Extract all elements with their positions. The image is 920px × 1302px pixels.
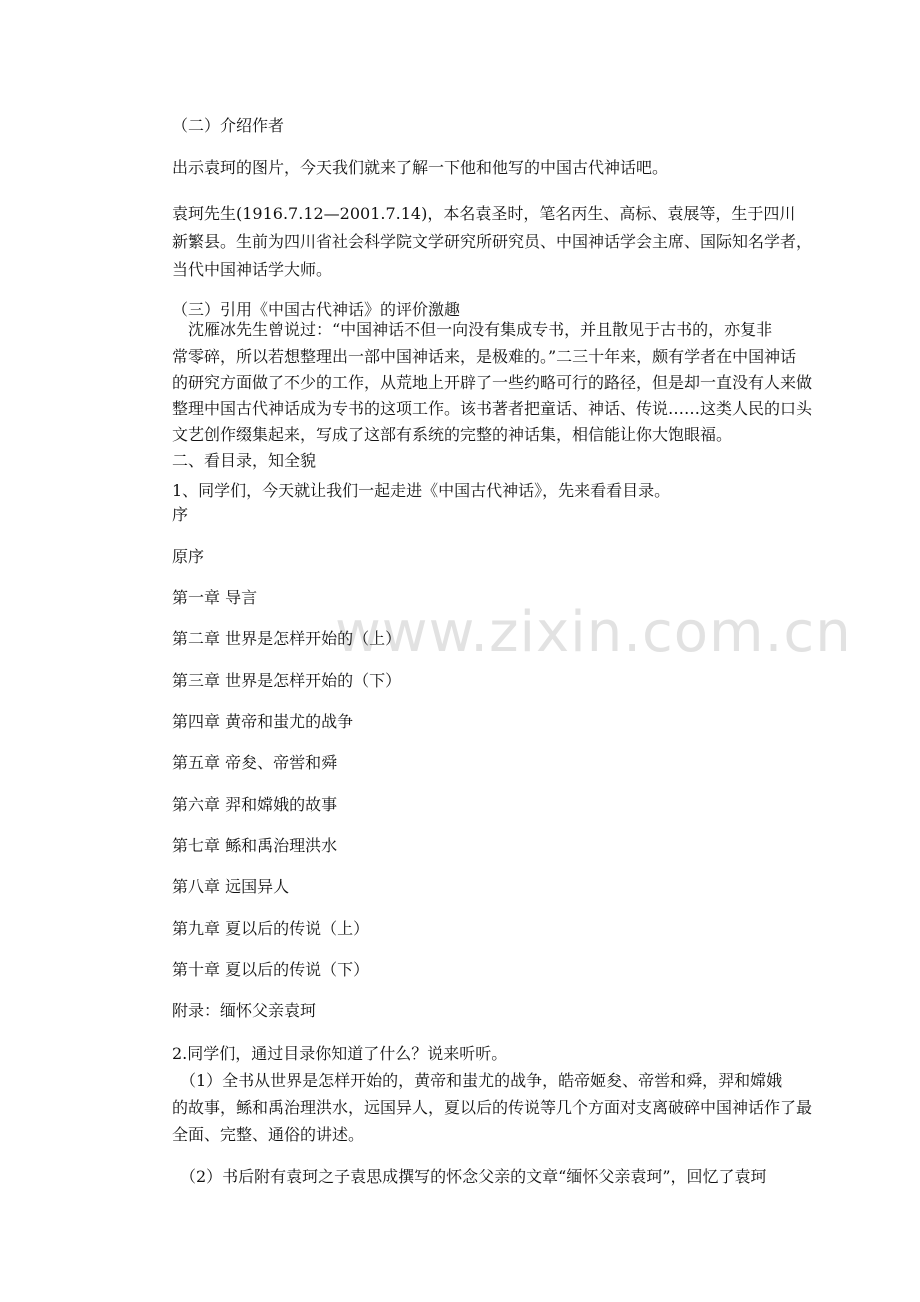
quote-line-3: 的研究方面做了不少的工作，从荒地上开辟了一些约略可行的路径，但是却一直没有人来做 — [172, 373, 813, 392]
answer1-line-1: （1）全书从世界是怎样开始的，黄帝和蚩尤的战争，皓帝姬夋、帝喾和舜，羿和嫦娥 — [180, 1071, 783, 1090]
quote-line-4: 整理中国古代神话成为专书的这项工作。该书著者把童话、神话、传说……这类人民的口头 — [172, 399, 813, 418]
toc-intro: 1、同学们，今天就让我们一起走进《中国古代神话》，先来看看目录。 — [172, 481, 671, 500]
toc-item: 原序 — [172, 547, 205, 566]
quote-line-1: 沈雁冰先生曾说过：“中国神话不但一向没有集成专书，并且散见于古书的，亦复非 — [188, 320, 773, 339]
toc-item: 第一章 导言 — [172, 588, 258, 607]
toc-item: 第七章 鲧和禹治理洪水 — [172, 836, 338, 855]
answer2-line-1: （2）书后附有袁珂之子袁思成撰写的怀念父亲的文章“缅怀父亲袁珂”，回忆了袁珂 — [180, 1167, 767, 1186]
toc-item: 第五章 帝夋、帝喾和舜 — [172, 753, 338, 772]
toc-item: 第九章 夏以后的传说（上） — [172, 919, 370, 938]
toc-item-appendix: 附录：缅怀父亲袁珂 — [172, 1001, 317, 1020]
toc-item: 第四章 黄帝和蚩尤的战争 — [172, 712, 354, 731]
quote-line-2: 常零碎，所以若想整理出一部中国神话来，是极难的。”二三十年来，颇有学者在中国神话 — [172, 347, 797, 366]
toc-item: 第二章 世界是怎样开始的（上） — [172, 629, 402, 648]
toc-item: 序 — [172, 505, 189, 524]
intro-paragraph: 出示袁珂的图片，今天我们就来了解一下他和他写的中国古代神话吧。 — [172, 158, 669, 177]
question-2: 2.同学们，通过目录你知道了什么？说来听听。 — [172, 1044, 508, 1063]
toc-item: 第八章 远国异人 — [172, 877, 290, 896]
heading-toc: 二、看目录，知全貌 — [172, 451, 317, 470]
toc-item: 第十章 夏以后的传说（下） — [172, 960, 370, 979]
toc-item: 第六章 羿和嫦娥的故事 — [172, 795, 338, 814]
section-heading-author: （二）介绍作者 — [172, 116, 285, 135]
watermark: www.zixin.com.cn — [335, 600, 852, 665]
quote-line-5: 文艺创作缀集起来，写成了这部有系统的完整的神话集，相信能让你大饱眼福。 — [172, 425, 733, 444]
answer1-line-2: 的故事，鲧和禹治理洪水，远国异人，夏以后的传说等几个方面对支离破碎中国神话作了最 — [172, 1098, 813, 1117]
section-heading-quote: （三）引用《中国古代神话》的评价激趣 — [172, 300, 461, 319]
bio-line-1: 袁珂先生(1916.7.12—2001.7.14)，本名袁圣时，笔名丙生、高标、袁展等，生于四川 — [172, 204, 796, 223]
bio-line-2: 新繁县。生前为四川省社会科学院文学研究所研究员、中国神话学会主席、国际知名学者， — [172, 232, 813, 251]
bio-line-3: 当代中国神话学大师。 — [172, 260, 333, 279]
toc-item: 第三章 世界是怎样开始的（下） — [172, 671, 402, 690]
answer1-line-3: 全面、完整、通俗的讲述。 — [172, 1125, 365, 1144]
